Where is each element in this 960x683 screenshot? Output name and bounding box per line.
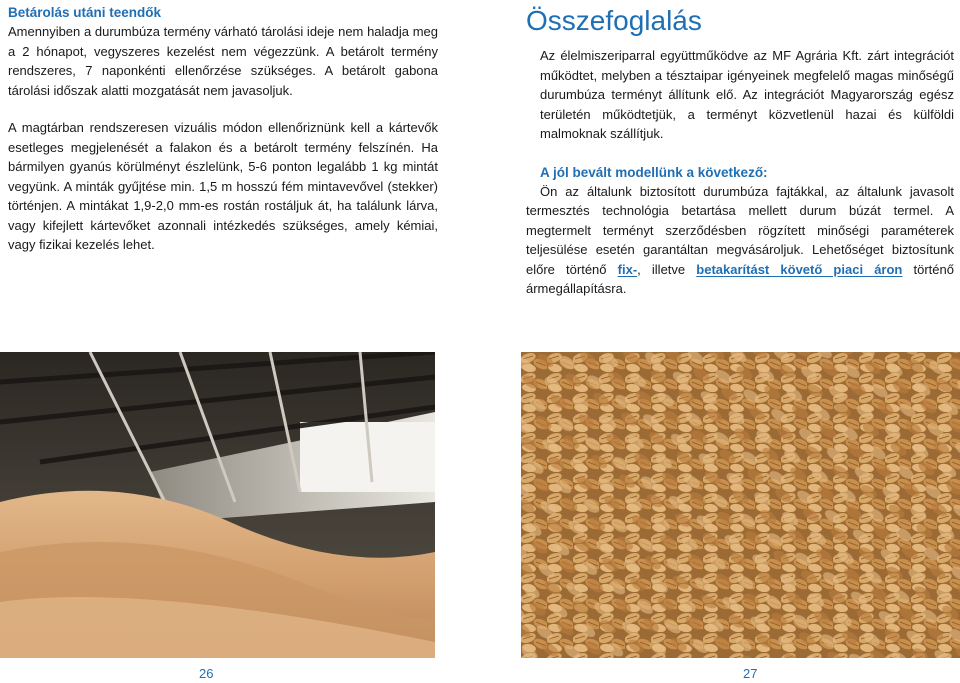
wheat-kernels-illustration — [521, 352, 960, 658]
subheading-model: A jól bevált modellünk a következő: — [540, 164, 768, 180]
paragraph-integration: Az élelmiszeriparral együttműködve az MF Agrária Kft. zárt integrációt működtet, melyben a tésztaipar igényeinek megfelelő magas minőségű durumbúza terményt állítunk elő. Az integrációt Magyarország egész területén működtetjük, a terményt közvetlenül hazai és külföldi malmoknak szállítjuk. — [540, 48, 954, 141]
page-title: Összefoglalás — [526, 5, 702, 36]
wheat-kernels-photo — [521, 352, 960, 658]
page-number-right: 27 — [743, 666, 758, 681]
paragraph-inspection: A magtárban rendszeresen vizuális módon ellenőriznünk kell a kártevők esetleges megjelenését a falakon és a betárolt termény felszínén. Ha bármilyen gyanús körülményt észlelünk, 5-6 ponton legalább 1 kg mintát vegyünk. A minták gyűjtése min. 1,5 m hosszú fém mintavevővel (stekker) történjen. A mintákat 1,9-2,0 mm-es rostán rostáljuk át, ha találunk lárva, vagy kifejlett kártevőket azonnali intézkedés szükséges, amely kémiai, vagy fizikai kezelés lehet. — [8, 120, 438, 252]
grain-warehouse-photo — [0, 352, 435, 658]
market-price-text: betakarítást követő piaci áron — [696, 261, 903, 277]
paragraph-storage: Amennyiben a durumbúza termény várható tárolási ideje nem haladja meg a 2 hónapot, vegyszeres kezelést nem végezzünk. A betárolt termény rendszeres, 7 naponkénti ellenőrzése szükséges. A betárolt gabona tárolási időszak alatti mozgatását nem javasoljuk. — [8, 24, 438, 98]
right-column — [526, 4, 954, 299]
grain-warehouse-illustration — [0, 352, 435, 658]
fix-price-text: fix- — [617, 261, 638, 277]
section-heading: Betárolás utáni teendők — [8, 5, 162, 20]
paragraph-model: Ön az általunk biztosított durumbúza fajtákkal, az általunk javasolt termesztés technológia betartása mellett durum búzát termel. A megtermelt terményt szerződésben rögzített minőségi paraméterek teljesülése esetén garantáltan megvásároljuk. Lehetőséget biztosítunk előre történő fix-, illetve betakarítást követő piaci áron történő ármegállapításra. — [526, 183, 954, 296]
page-number-left: 26 — [199, 666, 214, 681]
left-column — [8, 4, 438, 255]
